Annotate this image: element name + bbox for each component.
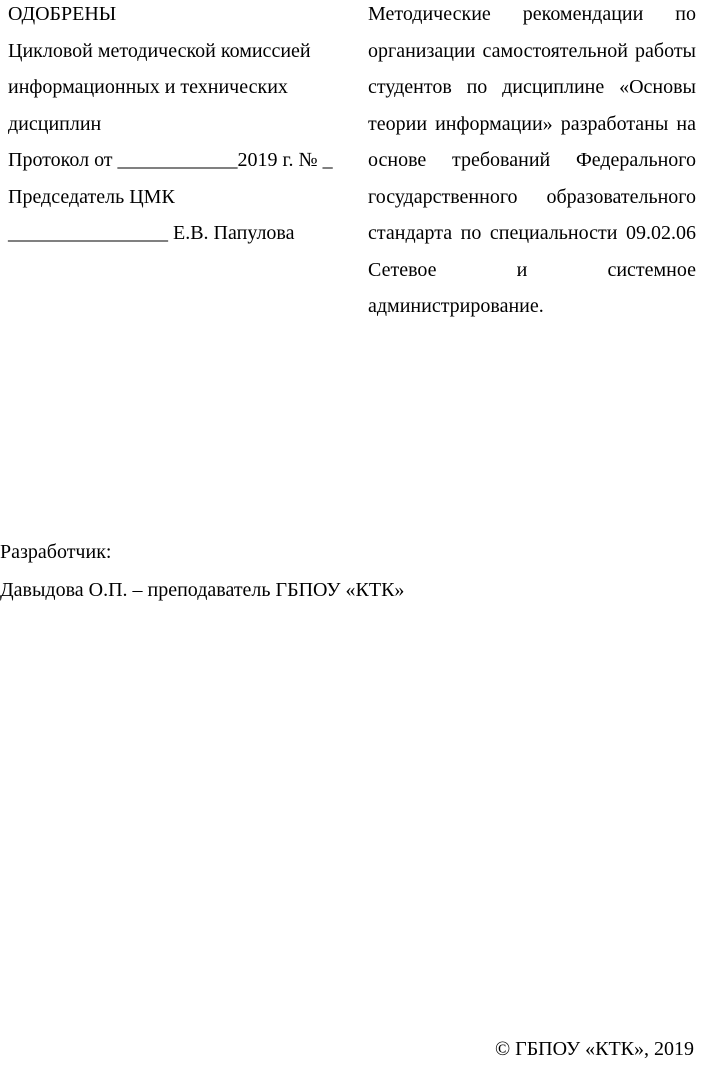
description-line: стандарта по специальности 09.02.06 [368,222,696,244]
description-line: основе требований Федерального [368,149,696,171]
developer-name: Давыдова О.П. – преподаватель ГБПОУ «КТК» [0,579,405,601]
description-line: администрирование. [368,295,544,317]
approval-chair-title: Председатель ЦМК [8,185,175,208]
approval-commission-line-3: дисциплин [8,112,102,135]
approval-protocol: Протокол от ____________2019 г. № _ [8,149,333,171]
description-line: государственного образовательного [368,185,696,208]
description-block [368,0,696,325]
approval-chair-signature: ________________ Е.В. Папулова [8,222,295,244]
description-line: Сетевое и системное [368,258,696,281]
description-line: студентов по дисциплине «Основы [368,76,696,98]
approval-heading: ОДОБРЕНЫ [8,3,117,25]
copyright-notice: © ГБПОУ «КТК», 2019 [494,1038,694,1060]
approval-commission-line-2: информационных и технических [8,76,288,98]
developer-label: Разработчик: [0,541,112,563]
approval-block [8,0,353,252]
description-line: теории информации» разработаны на [368,112,696,135]
description-line: Методические рекомендации по [368,3,696,25]
approval-commission-line-1: Цикловой методической комиссией [8,39,311,62]
description-line: организации самостоятельной работы [368,39,696,62]
